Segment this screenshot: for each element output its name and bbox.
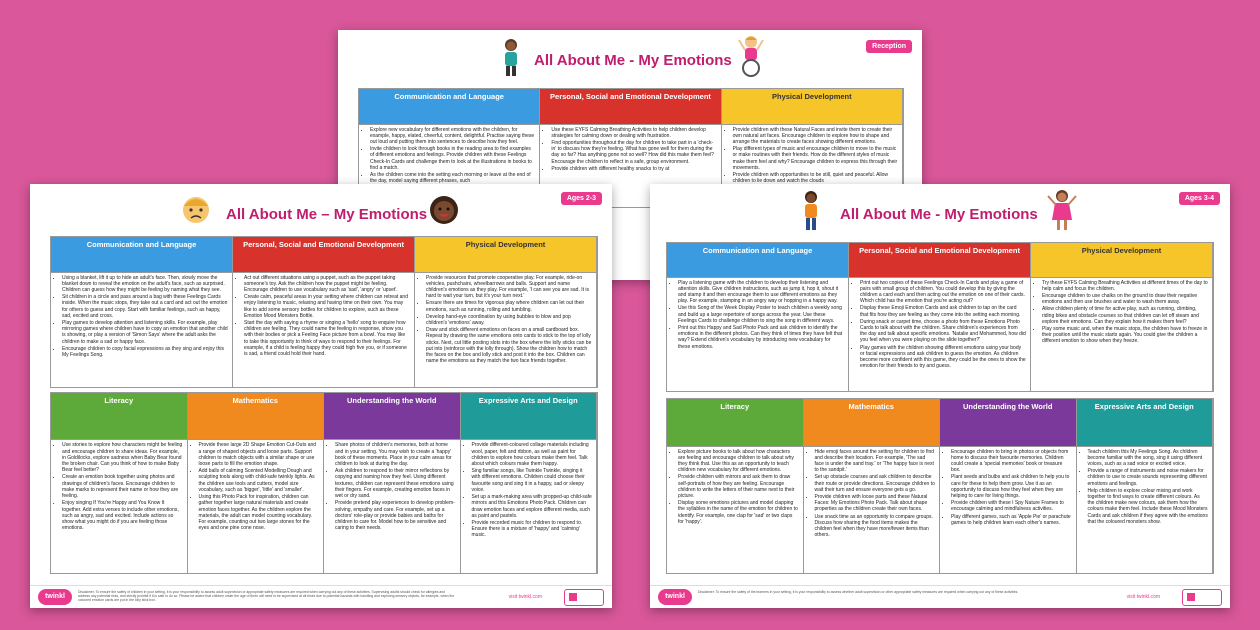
qr-badge-icon xyxy=(1182,589,1222,606)
list-item: • Hide emoji faces around the setting for children to find and describe their location. For example, 'The sad face is under the sand tray.' or 'The happy face is next to the sandpit.' xyxy=(815,449,936,474)
cell-literacy xyxy=(667,447,804,573)
list-item: • Teach children this My Feelings Song. As children become familiar with the song, sing it using different voices, such as a sad voice or excited voice. xyxy=(1088,449,1209,468)
activity-table-bottom xyxy=(50,392,598,574)
wheelchair-child-icon xyxy=(736,34,766,78)
list-item: • As the children come into the setting each morning or leave at the end of the day, model saying different phrases, such xyxy=(370,172,535,184)
disclaimer: Disclaimer: To ensure the safety of the learners in your setting, it is your responsibility to assess whether adult supervision or other appropriate safety measures are required when carrying out any of these activities. xyxy=(698,590,1019,594)
header-mathematics: Mathematics xyxy=(804,399,941,447)
list-item: • Act out different situations using a puppet, such as the puppet taking someone's toy. Ask the children how the puppet might be feeling. Encourage children to use vocabulary such as 'sad', 'angry' or 'upset'. xyxy=(244,275,410,294)
header-physical: Physical Development xyxy=(722,89,903,125)
header-psed: Personal, Social and Emotional Development xyxy=(849,243,1031,278)
list-item: • Invite children to look through books in the reading area to find examples of different emotions and feelings. Provide children with these Feelings Check-In Cards and challenge them to look at the illustrations in books to find a match. xyxy=(370,146,535,171)
list-item: • Provide different-coloured collage materials including wool, paper, felt and ribbon, as well as paint for children to explore how colours make them feel. Talk about which colours make them happy. xyxy=(472,442,593,467)
footer xyxy=(650,585,1230,608)
upset-child-face-icon xyxy=(180,194,212,226)
cell-physical xyxy=(415,273,597,387)
list-item: • Encourage children to use chalks on the ground to draw their negative emotions and then use brushes and water to wash them away. xyxy=(1042,293,1208,305)
list-item: • Help children to explore colour mixing and work together to find ways to create different colours. As the children make new colours, ask them how the colours make them feel. Include these Mood Monsters Cards and ask children if they agree with the emotions that the coloured monsters show. xyxy=(1088,488,1209,525)
list-item: • Using a blanket, lift it up to hide an adult's face. Then, slowly move the blanket down to reveal the emotion on the adult's face, such as surprised. Children can guess how they might be feeling by naming what they see. xyxy=(62,275,228,294)
header-communication: Communication and Language xyxy=(51,237,233,273)
twinkl-logo: twinkl xyxy=(38,589,72,605)
activity-table-top xyxy=(666,242,1214,392)
cell-psed xyxy=(849,278,1031,391)
list-item: • Allow children plenty of time for active play, such as running, climbing, riding bikes and obstacle courses so that children can let off steam and explore their emotions. Can they explain how it makes them feel? xyxy=(1042,306,1208,325)
list-item: • Provide children with different healthy snacks to try at xyxy=(551,166,716,172)
list-item: • Use these EYFS Calming Breathing Activities to help children develop strategies for calming down or dealing with frustration. xyxy=(551,127,716,139)
list-item: • Provide children with opportunities to be still, quiet and peaceful. Allow children to lie down and watch the clouds xyxy=(733,172,898,184)
footer xyxy=(30,585,612,608)
header-psed: Personal, Social and Emotional Development xyxy=(233,237,415,273)
list-item: • Display these Emoji Emotion Cards and ask children to tap on the card that fits how they are feeling as they come into the setting each morning. xyxy=(860,305,1026,317)
standing-child-icon xyxy=(800,190,822,234)
list-item: • Explore picture books to talk about how characters are feeling and encourage children to talk about why they think that. Use this as an opportunity to teach children new vocabulary for different emotions. xyxy=(678,449,799,474)
cell-literacy xyxy=(51,440,188,573)
list-item: • Add balls of calming Scented Modelling Dough and sculpting tools along with child-safe twinkly lights. As the children use tools and cutters, model size vocabulary, such as 'bigger', 'little' and 'smaller'. xyxy=(199,468,320,493)
list-item: • Enjoy singing If You're Happy and You Know It together. Add extra verses to include other emotions, such as angry, sad and excited. Include actions so show what you might do if you are feeling those emotions. xyxy=(62,500,183,531)
list-item: • Start the day with saying a rhyme or singing a 'hello' song to enquire how children are feeling. They could name the feeling in response, show you with their bodies or pick a Feeling Face picture from a bowl. You may like to take this opportunity to think of ways to respond to their feelings. For example, if a child is feeling happy they could high five you, or if someone is sad, a friend could hold their hand. xyxy=(244,320,410,357)
cell-understanding-world xyxy=(940,447,1077,573)
ages-2-3-sheet xyxy=(30,184,612,608)
list-item: • Develop hand-eye coordination by using bubbles to blow and pop children's 'emotions' away. xyxy=(426,314,592,326)
list-item: • Set up a mark-making area with propped-up child-safe mirrors and this Emotions Photo Pack. Children can draw emotion faces and explore different media, such as paint and pastels. xyxy=(472,494,593,519)
list-item: • Using this Photo Pack for inspiration, children can gather together large natural materials and create emotion faces together. As the children explore the materials, the adult can model counting vocabulary. For example, counting out two large stones for the eyes and one pine cone nose. xyxy=(199,494,320,531)
list-item: • Play different types of music and encourage children to move to the music or make routines with their friends. How do the different styles of music make them feel and why? Encourage children to express this through their movements. xyxy=(733,146,898,171)
age-badge: Reception xyxy=(866,40,912,53)
list-item: • Play some music and, when the music stops, the children have to freeze in their position until the music starts again. You could give the children a different emotion to show when they freeze. xyxy=(1042,326,1208,345)
list-item: • Set up obstacle courses and ask children to describe their route or provide directions. Encourage children to wait their turn and ensure everyone gets a go. xyxy=(815,474,936,493)
list-item: • Display some emotions pictures and model clapping the syllables in the name of the emotion for children to identify. For example, one clap for 'sad' or two claps for 'happy'. xyxy=(678,500,799,525)
cell-expressive-arts xyxy=(461,440,598,573)
cell-expressive-arts xyxy=(1077,447,1214,573)
page-title: All About Me - My Emotions xyxy=(840,206,1038,223)
list-item: • Plant seeds and bulbs and ask children to help you to care for these to help them grow. Use it as an opportunity to discuss how they feel when they are helping to care for living things. xyxy=(951,474,1072,499)
list-item: • Draw and stick different emotions on faces on a small cardboard box. Repeat by drawing the same emotions onto cards to stick to the top of lolly sticks. Next, cut little posting slots into the box where the lolly sticks can be put into (reinforce with the lolly through). Show the children how to match the faces on the box and lolly stick and post it into the box. Children can name the emotions as they match the two face friends together. xyxy=(426,327,592,364)
page-title: All About Me - My Emotions xyxy=(534,52,732,69)
header-physical: Physical Development xyxy=(415,237,597,273)
page-title: All About Me – My Emotions xyxy=(226,206,428,223)
list-item: • Play games to develop attention and listening skills. For example, play mirroring games where children have to copy an emotion that another child is showing, or play a version of 'Simon Says' where the adult asks the children to make a sad or happy face. xyxy=(62,320,228,345)
list-item: • Provide resources that promote cooperative play. For example, ride-on vehicles, pushchairs, wheelbarrows and balls. Support and name children's emotions as they play. For example, 'I can see you are sad. It is hard to wait your turn, but it's your turn next.' xyxy=(426,275,592,300)
header-understanding-world: Understanding the World xyxy=(324,393,461,440)
list-item: • Provide these large 2D Shape Emotion Cut-Outs and a range of shaped objects and loose parts. Support children to match objects with a similar shape or use loose parts to fill the emotion shape. xyxy=(199,442,320,467)
header-psed: Personal, Social and Emotional Development xyxy=(540,89,721,125)
list-item: • Create an emotion book together using photos and drawings of children's faces. Encourage children to make marks to represent their name or how they are feeling. xyxy=(62,474,183,499)
qr-badge-icon xyxy=(564,589,604,606)
header-understanding-world: Understanding the World xyxy=(940,399,1077,447)
ages-3-4-sheet xyxy=(650,184,1230,608)
list-item: • Play different games, such as 'Apple Pie' or parachute games to help children learn each other's names. xyxy=(951,514,1072,526)
cell-mathematics xyxy=(188,440,325,573)
cell-physical xyxy=(1031,278,1213,391)
list-item: • Sing familiar songs, like Twinkle Twinkle, singing it with different emotions. Children could choose their favourite song and sing it in a happy, sad or sleepy voice. xyxy=(472,468,593,493)
list-item: • Print out this Happy and Sad Photo Pack and ask children to identify the emotions in the different photos. Can they think of times they have felt that way? Extend children's vocabulary by introducing new vocabulary for these emotions. xyxy=(678,325,844,350)
header-mathematics: Mathematics xyxy=(188,393,325,440)
cell-understanding-world xyxy=(324,440,461,573)
header-literacy: Literacy xyxy=(667,399,804,447)
website-link[interactable]: visit twinkl.com xyxy=(1126,594,1160,600)
header-communication: Communication and Language xyxy=(359,89,540,125)
list-item: • Try these EYFS Calming Breathing Activities at different times of the day to help calm and focus the children. xyxy=(1042,280,1208,292)
list-item: • Provide pretend play experiences to develop problem-solving, empathy and care. For example, set up a doctors' role-play or provide babies and baths for children to care for. Model how to be sensitive and caring to their needs. xyxy=(335,500,456,531)
list-item: • Play games with the children showing different emotions using your body or facial expressions and ask children to guess the emotion. As children become more confident with this game, they could be the ones to show the emotion for their friends to try and guess. xyxy=(860,345,1026,370)
list-item: • Explore new vocabulary for different emotions with the children, for example, happy, elated, cheerful, content, delightful. Practise saying these out loud and putting them into sentences to describe how they feel. xyxy=(370,127,535,146)
list-item: • Play a listening game with the children to develop their listening and attention skills. Give children instructions, such as jump it, hop it, shout it and stamp it and then encourage them to use different emotions as they play. For example, stamping in an angry way or hopping in a happy way. xyxy=(678,280,844,305)
list-item: • Create calm, peaceful areas in your setting where children can retreat and enjoy listening to music, relaxing and having time on their own. You may like to add some sensory bottles for children to explore, such as these Emotion Mood Monsters Bottle. xyxy=(244,294,410,319)
list-item: • Print out two copies of these Feelings Check-In Cards and play a game of pairs with small group of children. You could develop this by giving the children a card each and then acting out the emotion on one of their cards. Which child has the emotion that you're acting out? xyxy=(860,280,1026,305)
list-item: • Encourage children to bring in photos or objects from home to discuss their favourite memories. Children could create a 'special memories' book or treasure box. xyxy=(951,449,1072,474)
child-figure-icon xyxy=(500,38,522,78)
header-expressive-arts: Expressive Arts and Design xyxy=(1077,399,1214,447)
activity-table-bottom xyxy=(666,398,1214,574)
list-item: • Find opportunities throughout the day for children to take part in a 'check-in' to discuss how they're feeling. What has gone well for them during the day so far? Has anything gone not so well? How did this make them feel? Encourage the children to reflect in a safe, group environment. xyxy=(551,140,716,165)
header-literacy: Literacy xyxy=(51,393,188,440)
list-item: • Use this Song of the Week Display Poster to teach children a weekly song and build up a large repertoire of songs across the year. Use these Feelings Cards to challenge children to sing the song in different ways. xyxy=(678,305,844,324)
jumping-child-icon xyxy=(1046,188,1078,234)
list-item: • Use stories to explore how characters might be feeling and encourage children to share ideas. For example, in Goldilocks, explore sadness when Baby Bear found the broken chair. Can you think of how to make Baby Bear feel better? xyxy=(62,442,183,473)
header-communication: Communication and Language xyxy=(667,243,849,278)
list-item: • Provide children with these I Spy Nature Frames to encourage calming and mindfulness activities. xyxy=(951,500,1072,512)
list-item: • Encourage children to copy facial expressions as they sing and enjoy this My Feelings Song. xyxy=(62,346,228,358)
list-item: • Provide children with these Natural Faces and invite them to create their own natural art faces. Encourage children to explore how to shape and arrange the materials to create faces showing different emotions. xyxy=(733,127,898,146)
cell-psed xyxy=(233,273,415,387)
header-physical: Physical Development xyxy=(1031,243,1213,278)
cell-mathematics xyxy=(804,447,941,573)
website-link[interactable]: visit twinkl.com xyxy=(508,594,542,600)
list-item: • Sit children in a circle and pass around a bag with these Feelings Cards inside. When the music stops, they take out a card and act out the emotion for others to guess and copy. Start with familiar feelings, such as happy, sad, excited and cross. xyxy=(62,294,228,319)
list-item: • Ask children to respond to their mirror reflections by copying and naming how they feel. Using different textures, children can represent these emotions using their fingers. For example, creating emotion faces in wet or dry sand. xyxy=(335,468,456,499)
twinkl-logo: twinkl xyxy=(658,589,692,605)
list-item: • Provide children with loose parts and these Natural Faces: My Emotions Photo Pack. Talk about shape properties as the children create their own faces. xyxy=(815,494,936,513)
header-expressive-arts: Expressive Arts and Design xyxy=(461,393,598,440)
activity-table-top xyxy=(50,236,598,388)
age-badge: Ages 3-4 xyxy=(1179,192,1220,205)
age-badge: Ages 2-3 xyxy=(561,192,602,205)
list-item: • Provide recorded music for children to respond to. Ensure there is a mixture of 'happy' and 'calming' music. xyxy=(472,520,593,539)
cell-communication xyxy=(667,278,849,391)
disclaimer: Disclaimer: To ensure the safety of children in your setting, it is your responsibility to assess adult supervision or appropriate safety measures are required when carrying out any of these activities. Supervising adults should check for allergies and address any potential risks, and strictly prohibit if it is safe to do so. Please be aware that children under the age of three will need to be supervised at all times due to potential hazards with handling and exploring sensory objects, for example, when the coloured emotion cards are put in the lolly stick box. xyxy=(78,590,455,603)
list-item: • Share photos of children's memories, both at home and in your setting. You may wish to create a 'happy' book of these moments. Place in your calm areas for children to look at during the day. xyxy=(335,442,456,467)
list-item: • Use snack time as an opportunity to compare groups. Discuss how sharing the food items makes the children feel when they have more/fewer items than others. xyxy=(815,514,936,539)
cell-communication xyxy=(51,273,233,387)
list-item: • During snack or carpet time, choose a photo from these Emotions Photo Cards to talk about with the children. Share children's experiences from the day and talk about specific emotions. 'Natalie and Mohammed, how did you feel when you were playing on the slide together?' xyxy=(860,319,1026,344)
list-item: • Ensure there are times for vigorous play where children can let out their emotions, such as running, rolling and tumbling. xyxy=(426,300,592,312)
list-item: • Provide children with mirrors and ask them to draw self-portraits of how they are feeling. Encourage children to write the letters of their name next to their picture. xyxy=(678,474,799,499)
happy-child-face-icon xyxy=(428,194,460,226)
list-item: • Provide a range of instruments and noise makers for children to use to create sounds representing different emotions and feelings. xyxy=(1088,468,1209,487)
